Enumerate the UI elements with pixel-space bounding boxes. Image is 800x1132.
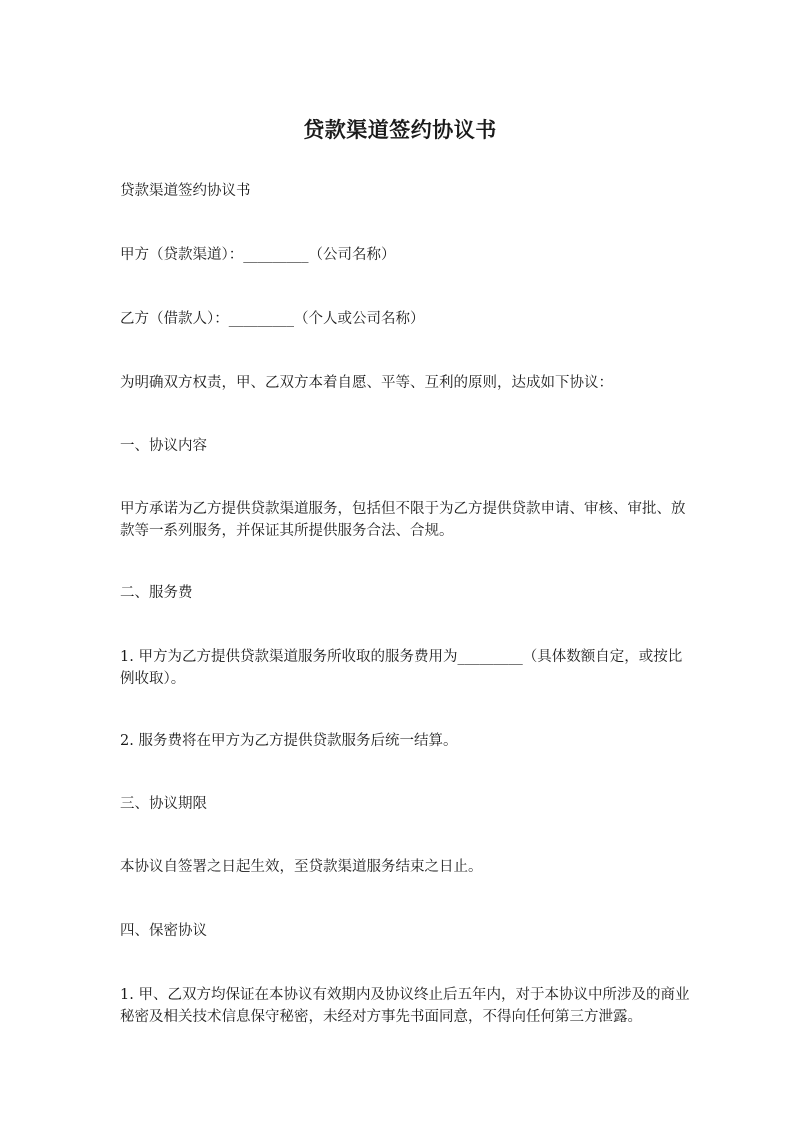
- section-1-body: 甲方承诺为乙方提供贷款渠道服务，包括但不限于为乙方提供贷款申请、审核、审批、放款等一系列服务，并保证其所提供服务合法、合规。: [120, 501, 686, 539]
- section-3-heading: 三、协议期限: [120, 796, 207, 812]
- preamble-paragraph: 为明确双方权责，甲、乙双方本着自愿、平等、互利的原则，达成如下协议：: [120, 375, 613, 391]
- section-2-item-1: 1. 甲方为乙方提供贷款渠道服务所收取的服务费用为_________（具体数额自定，或按比例收取）。: [120, 649, 683, 687]
- section-2-heading: 二、服务费: [120, 585, 193, 601]
- document-subtitle: 贷款渠道签约协议书: [120, 183, 251, 199]
- section-2-item-2: 2. 服务费将在甲方为乙方提供贷款服务后统一结算。: [120, 733, 458, 749]
- section-1-heading: 一、协议内容: [120, 438, 207, 454]
- party-b-line: 乙方（借款人）：_________（个人或公司名称）: [120, 311, 425, 327]
- party-a-line: 甲方（贷款渠道）：_________（公司名称）: [120, 247, 396, 263]
- section-3-body: 本协议自签署之日起生效，至贷款渠道服务结束之日止。: [120, 859, 483, 875]
- section-4-heading: 四、保密协议: [120, 923, 207, 939]
- document-title: 贷款渠道签约协议书: [303, 117, 497, 142]
- section-4-item-1: 1. 甲、乙双方均保证在本协议有效期内及协议终止后五年内，对于本协议中所涉及的商业秘密及相关技术信息保守秘密，未经对方事先书面同意，不得向任何第三方泄露。: [120, 987, 690, 1025]
